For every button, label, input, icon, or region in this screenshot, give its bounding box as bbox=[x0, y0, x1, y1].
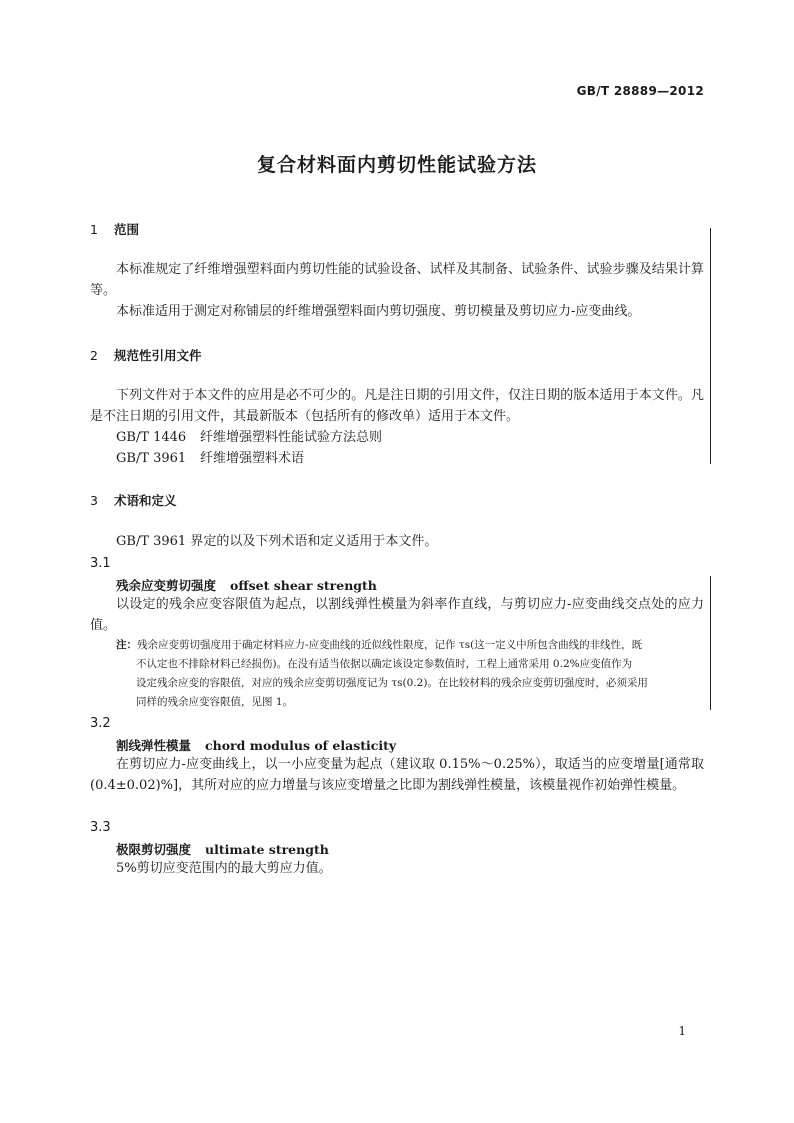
term-3-1-heading bbox=[116, 576, 377, 594]
note-line-1: 残余应变剪切强度用于确定材料应力-应变曲线的近似线性限度，记作 τs(这一定义中所包含曲线的非线性，既 bbox=[137, 639, 643, 651]
note-line-3: 设定残余应变的容限值，对应的残余应变剪切强度记为 τs(0.2)。在比较材料的残余应变剪切强度时，必须采用 bbox=[136, 677, 648, 689]
section-2-heading bbox=[90, 346, 202, 364]
reference-title: 纤维增强塑料性能试验方法总则 bbox=[200, 430, 383, 445]
section-2-paragraph-1: 下列文件对于本文件的应用是必不可少的。凡是注日期的引用文件，仅注日期的版本适用于本文件。凡是不注日期的引用文件，其最新版本（包括所有的修改单）适用于本文件。 bbox=[90, 388, 704, 424]
section-3-heading bbox=[90, 491, 177, 509]
section-2-title: 规范性引用文件 bbox=[114, 348, 202, 363]
section-1-paragraph-1: 本标准规定了纤维增强塑料面内剪切性能的试验设备、试样及其制备、试验条件、试验步骤及结果计算等。 bbox=[90, 262, 704, 298]
section-3-number: 3 bbox=[90, 493, 98, 508]
term-3-2-en: chord modulus of elasticity bbox=[205, 738, 397, 753]
term-3-3-heading bbox=[116, 840, 329, 858]
term-3-3-en: ultimate strength bbox=[205, 842, 329, 857]
term-3-2-definition: 在剪切应力-应变曲线上，以一小应变量为起点（建议取 0.15%～0.25%），取适当的应变增量[通常取(0.4±0.02)%]，其所对应的应力增量与该应变增量之比即为割线弹性模量，该模量视作初始弹性模量。 bbox=[90, 757, 704, 793]
change-bar bbox=[710, 576, 711, 710]
term-3-1-definition: 以设定的残余应变容限值为起点，以割线弹性模量为斜率作直线，与剪切应力-应变曲线交点处的应力值。 bbox=[90, 597, 704, 633]
note-line-2: 不认定也不排除材料已经损伤)。在没有适当依据以确定该设定参数值时，工程上通常采用 0.2%应变值作为 bbox=[136, 658, 633, 670]
note-label: 注： bbox=[116, 639, 137, 651]
reference-code: GB/T 1446 bbox=[116, 430, 187, 445]
term-3-1-note bbox=[116, 636, 704, 712]
term-3-1-zh: 残余应变剪切强度 bbox=[116, 578, 217, 593]
section-3-title: 术语和定义 bbox=[114, 493, 177, 508]
section-1-heading bbox=[90, 220, 139, 238]
change-bar bbox=[710, 228, 711, 464]
term-3-3-zh: 极限剪切强度 bbox=[116, 842, 192, 857]
page-title: 复合材料面内剪切性能试验方法 bbox=[256, 154, 537, 176]
section-3-paragraph-1: GB/T 3961 界定的以及下列术语和定义适用于本文件。 bbox=[116, 534, 438, 549]
reference-item bbox=[116, 448, 304, 469]
term-3-2-zh: 割线弹性模量 bbox=[116, 738, 192, 753]
term-3-3-number: 3.3 bbox=[90, 820, 111, 835]
section-1-title: 范围 bbox=[114, 222, 140, 237]
term-3-1-number: 3.1 bbox=[90, 556, 111, 571]
note-line-4: 同样的残余应变容限值，见图 1。 bbox=[136, 696, 294, 708]
page-number: 1 bbox=[678, 1024, 686, 1038]
term-3-2-number: 3.2 bbox=[90, 716, 111, 731]
standard-code: GB/T 28889—2012 bbox=[576, 84, 704, 98]
reference-item bbox=[116, 427, 382, 448]
term-3-3-definition: 5%剪切应变范围内的最大剪应力值。 bbox=[116, 861, 332, 876]
term-3-1-en: offset shear strength bbox=[230, 578, 377, 593]
reference-title: 纤维增强塑料术语 bbox=[200, 451, 305, 466]
section-2-number: 2 bbox=[90, 348, 98, 363]
section-1-paragraph-2: 本标准适用于测定对称铺层的纤维增强塑料面内剪切强度、剪切模量及剪切应力-应变曲线。 bbox=[116, 304, 641, 319]
term-3-2-heading bbox=[116, 736, 396, 754]
reference-code: GB/T 3961 bbox=[116, 451, 187, 466]
section-1-number: 1 bbox=[90, 222, 98, 237]
